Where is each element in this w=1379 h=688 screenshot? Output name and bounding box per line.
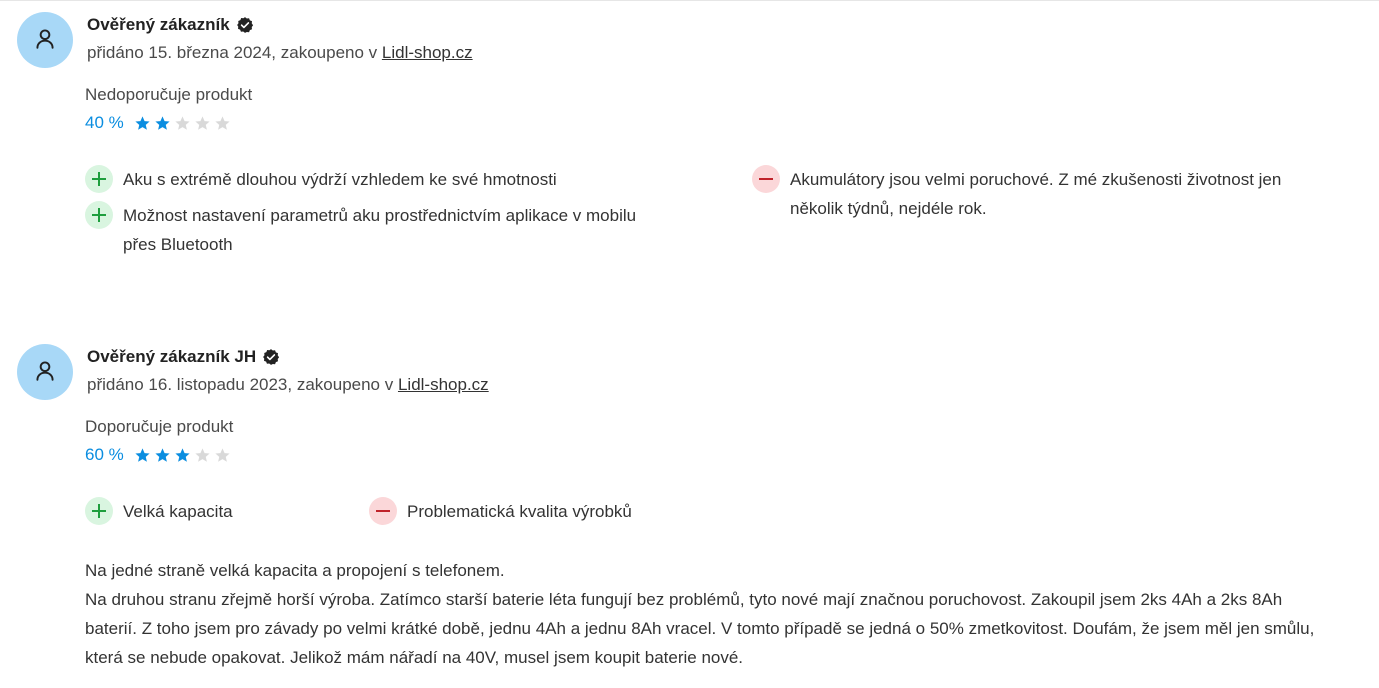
review-text-line: Na jedné straně velká kapacita a propojení s telefonem.	[85, 561, 505, 580]
star-filled-icon	[134, 447, 151, 464]
minus-icon	[369, 497, 397, 525]
pro-item	[85, 165, 557, 194]
review-date: přidáno 15. března 2024, zakoupeno v	[87, 43, 382, 62]
author-name: Ověřený zákazník	[87, 15, 230, 34]
pro-text: Aku s extrémě dlouhou výdrží vzhledem ke své hmotnosti	[123, 170, 557, 189]
shop-link[interactable]: Lidl-shop.cz	[381, 43, 473, 62]
avatar	[17, 12, 73, 68]
plus-icon	[85, 201, 113, 229]
star-filled-icon	[134, 115, 151, 132]
rating-percent: 60 %	[85, 445, 124, 464]
shop-link[interactable]: Lidl-shop.cz	[397, 375, 489, 394]
user-icon	[32, 25, 58, 56]
user-icon	[32, 357, 58, 388]
rating-stars	[134, 115, 231, 132]
pro-text-line: Možnost nastavení parametrů aku prostřednictvím aplikace v mobilu	[123, 206, 637, 225]
star-filled-icon	[174, 447, 191, 464]
con-text-line: Akumulátory jsou velmi poruchové. Z mé zkušenosti životnost jen	[790, 170, 1282, 189]
verified-check-icon	[236, 16, 254, 34]
top-divider	[0, 0, 1379, 1]
star-filled-icon	[154, 115, 171, 132]
rating-stars	[134, 447, 231, 464]
star-empty-icon	[194, 447, 211, 464]
review-text-line: baterií. Z toho jsem pro závady po velmi krátké době, jednu 4Ah a jednu 8Ah vracel. V tomto případě se jedná o 50% zmetkovitost. Doufám, že jsem měl jen smůlu,	[85, 619, 1315, 638]
star-empty-icon	[194, 115, 211, 132]
star-empty-icon	[214, 115, 231, 132]
avatar	[17, 344, 73, 400]
rating-percent: 40 %	[85, 113, 124, 132]
review-author	[87, 14, 254, 36]
pro-text	[123, 201, 636, 259]
star-filled-icon	[154, 447, 171, 464]
recommendation-label: Nedoporučuje produkt	[85, 85, 253, 104]
review-meta	[87, 374, 489, 396]
review-author	[87, 346, 280, 368]
review-text-line: Na druhou stranu zřejmě horší výroba. Zatímco starší baterie léta fungují bez problémů, tyto nové mají značnou poruchovost. Zakoupil jsem 2ks 4Ah a 2ks 8Ah	[85, 590, 1283, 609]
con-item	[369, 497, 632, 526]
con-text	[790, 165, 1281, 223]
pro-text: Velká kapacita	[123, 502, 233, 521]
con-item	[752, 165, 1281, 223]
pro-text-line: přes Bluetooth	[123, 235, 233, 254]
review-meta	[87, 42, 473, 64]
recommendation-label: Doporučuje produkt	[85, 417, 234, 436]
plus-icon	[85, 497, 113, 525]
con-text: Problematická kvalita výrobků	[407, 502, 632, 521]
review-text	[85, 556, 1350, 672]
star-empty-icon	[214, 447, 231, 464]
verified-check-icon	[262, 348, 280, 366]
rating	[85, 444, 231, 466]
minus-icon	[752, 165, 780, 193]
rating	[85, 112, 231, 134]
review-text-line: která se nebude opakovat. Jelikož mám nářadí na 40V, musel jsem koupit baterie nové.	[85, 648, 744, 667]
pro-item	[85, 201, 636, 259]
star-empty-icon	[174, 115, 191, 132]
review-date: přidáno 16. listopadu 2023, zakoupeno v	[87, 375, 398, 394]
plus-icon	[85, 165, 113, 193]
author-name: Ověřený zákazník JH	[87, 347, 257, 366]
con-text-line: několik týdnů, nejdéle rok.	[790, 199, 987, 218]
pro-item	[85, 497, 233, 526]
